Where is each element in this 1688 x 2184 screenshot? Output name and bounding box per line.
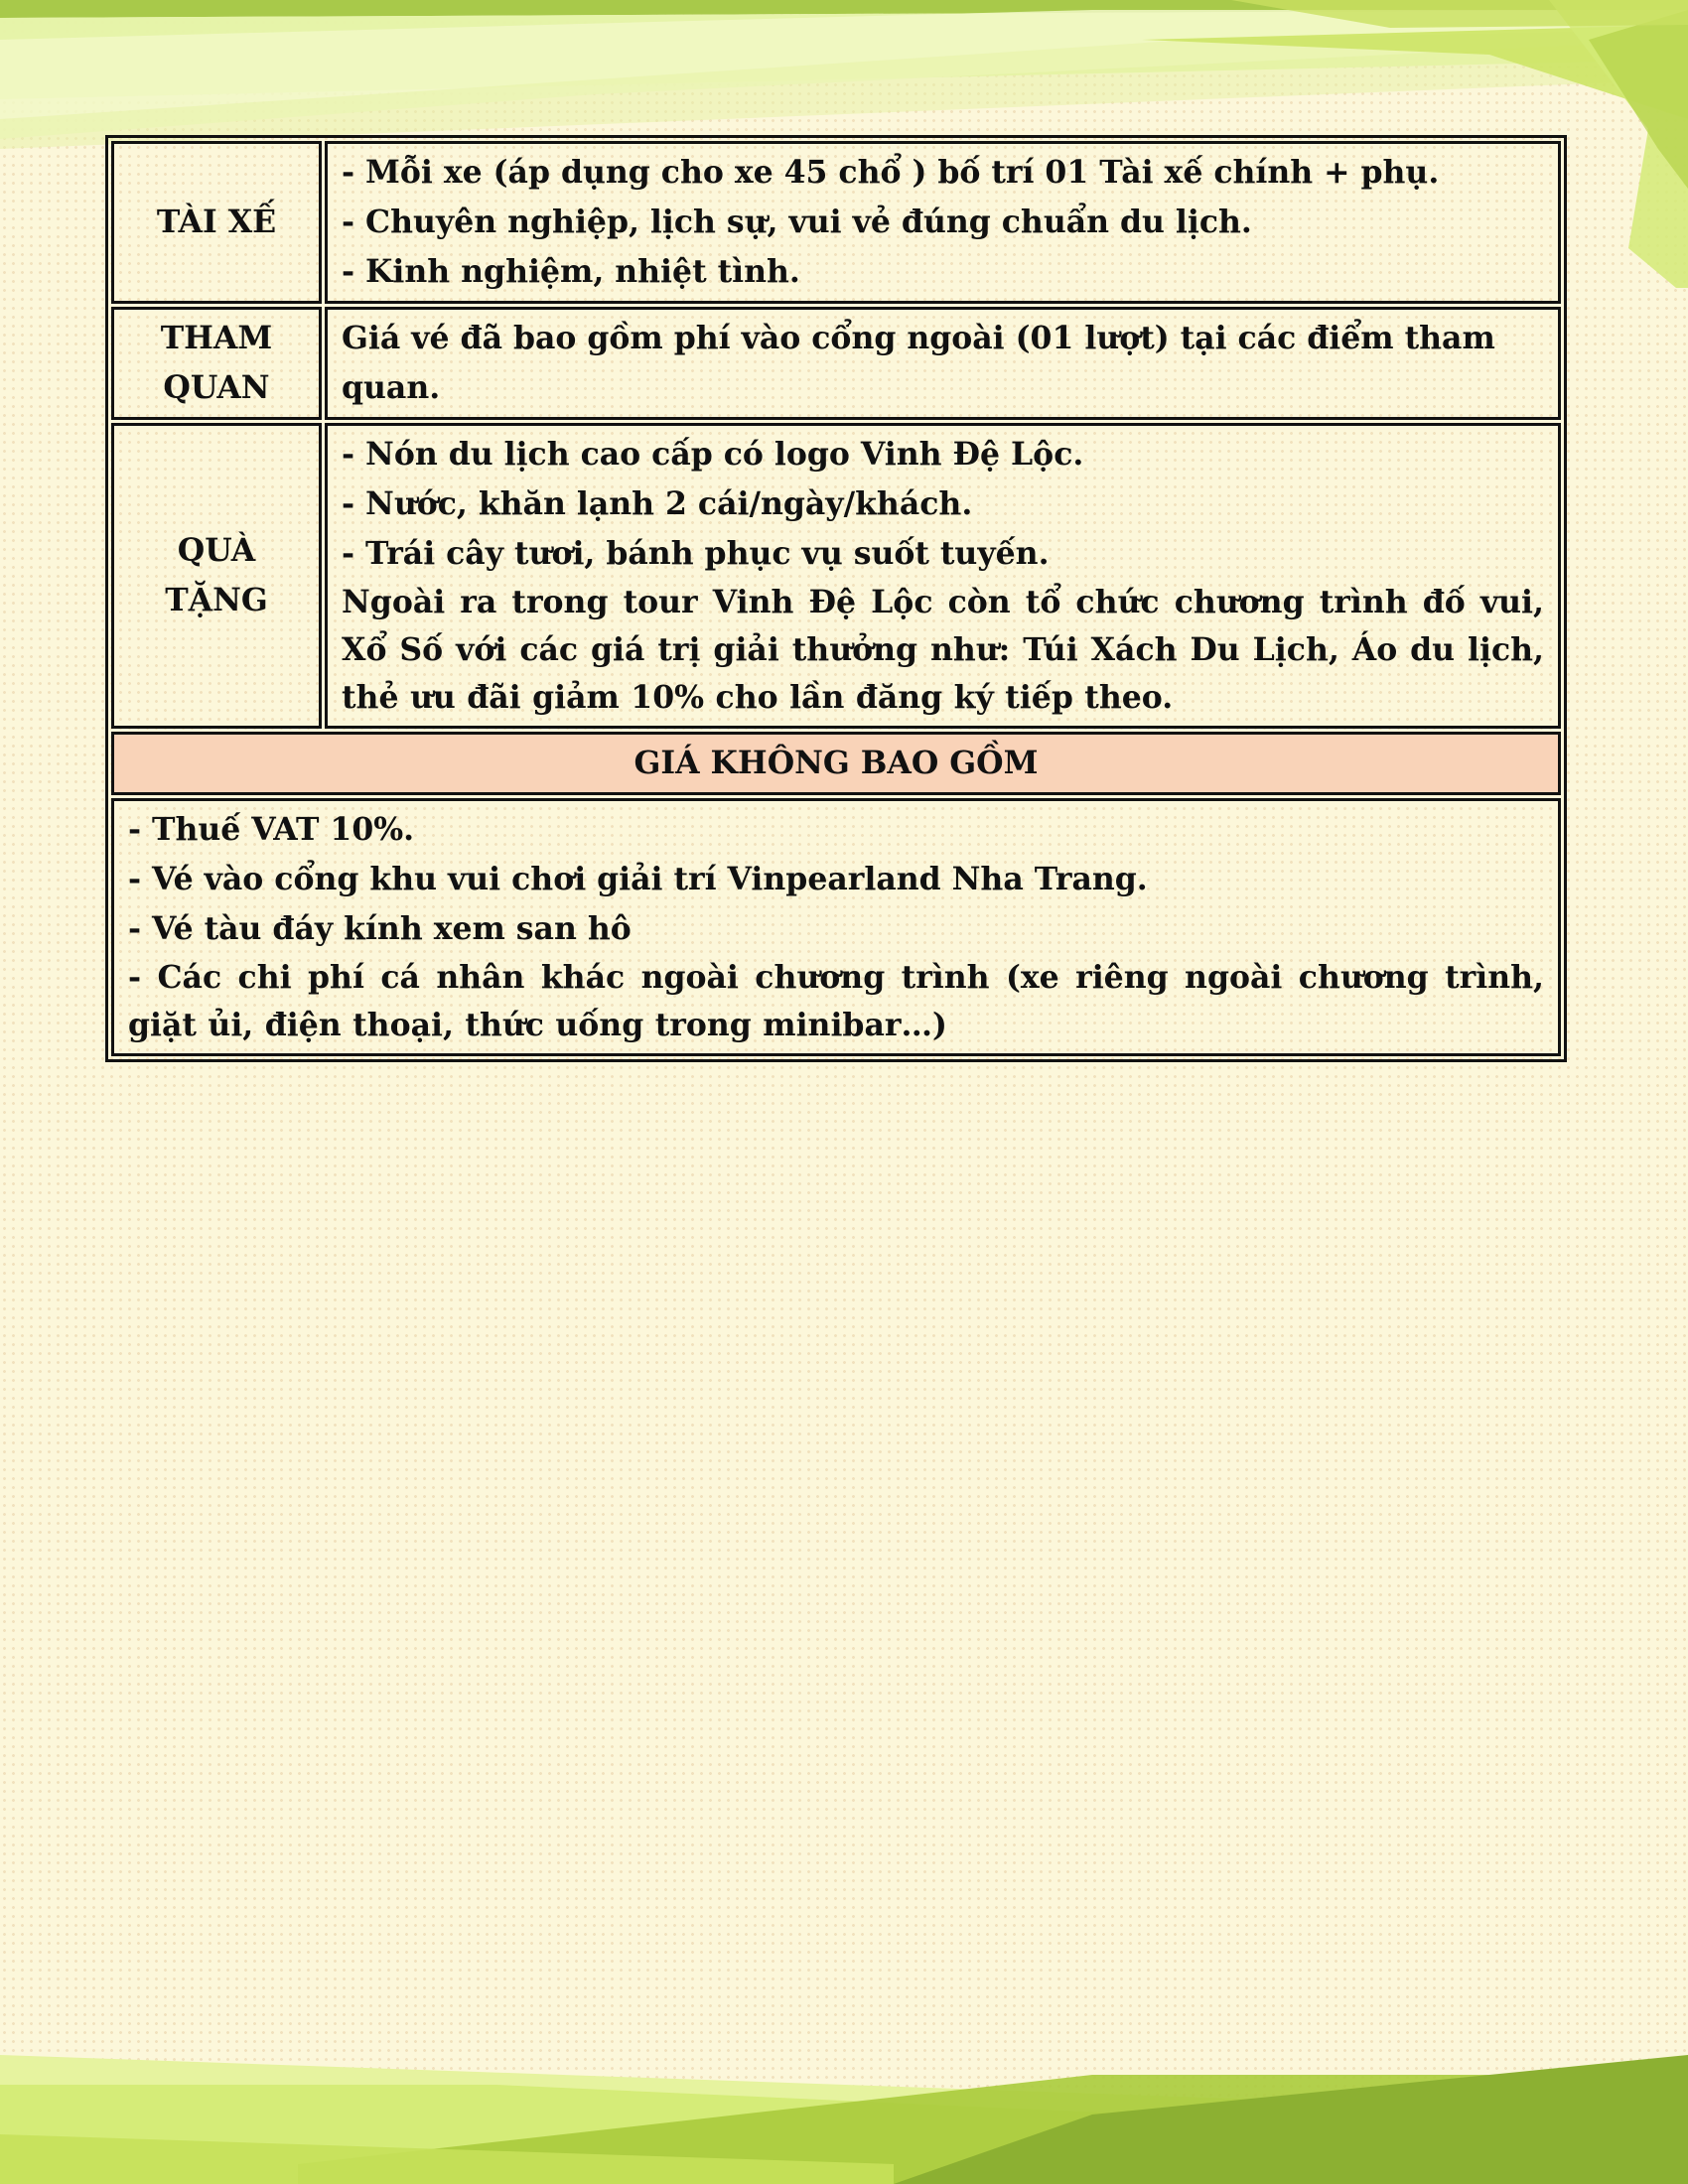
- not-included-line: - Thuế VAT 10%.: [128, 811, 415, 848]
- qua-tang-line: - Nước, khăn lạnh 2 cái/ngày/khách.: [342, 485, 973, 522]
- not-included-line: - Các chi phí cá nhân khác ngoài chương trình (xe riêng ngoài chương trình, giặt ủi, điện thoại, thức uống trong minibar…): [128, 959, 1544, 1043]
- qua-tang-line: - Nón du lịch cao cấp có logo Vinh Đệ Lộc.: [342, 436, 1084, 473]
- bottom-green-decoration: [0, 2015, 1688, 2184]
- tour-details-table: [105, 135, 1567, 1062]
- row-qua-tang: [111, 423, 1561, 729]
- content-tai-xe: [325, 141, 1561, 304]
- label-tai-xe: TÀI XẾ: [111, 141, 322, 304]
- label-tham-quan: [111, 307, 322, 420]
- tai-xe-line: - Mỗi xe (áp dụng cho xe 45 chổ ) bố trí 01 Tài xế chính + phụ.: [342, 154, 1440, 191]
- content-qua-tang: [325, 423, 1561, 729]
- tour-info-document: [105, 135, 1567, 1062]
- not-included-line: - Vé tàu đáy kính xem san hô: [128, 910, 632, 947]
- label-qua-tang: [111, 423, 322, 729]
- tai-xe-line: - Kinh nghiệm, nhiệt tình.: [342, 253, 800, 290]
- row-tai-xe: [111, 141, 1561, 304]
- label-qua-tang-line1: QUÀ: [177, 532, 256, 569]
- row-not-included: [111, 798, 1561, 1056]
- qua-tang-extra: Ngoài ra trong tour Vinh Đệ Lộc còn tổ chức chương trình đố vui, Xổ Số với các giá trị giải thưởng như: Túi Xách Du Lịch, Áo du lịch, thẻ ưu đãi giảm 10% cho lần đăng ký tiếp theo.: [342, 584, 1544, 716]
- label-tham-quan-line2: QUAN: [163, 369, 270, 406]
- not-included-heading: GIÁ KHÔNG BAO GỒM: [111, 732, 1561, 795]
- content-tham-quan: [325, 307, 1561, 420]
- label-qua-tang-line2: TẶNG: [165, 582, 268, 618]
- qua-tang-line: - Trái cây tươi, bánh phục vụ suốt tuyến.: [342, 535, 1050, 572]
- not-included-line: - Vé vào cổng khu vui chơi giải trí Vinpearland Nha Trang.: [128, 861, 1148, 897]
- row-not-included-header: [111, 732, 1561, 795]
- tai-xe-line: - Chuyên nghiệp, lịch sự, vui vẻ đúng chuẩn du lịch.: [342, 204, 1252, 240]
- content-not-included: [111, 798, 1561, 1056]
- row-tham-quan: [111, 307, 1561, 420]
- tham-quan-text: Giá vé đã bao gồm phí vào cổng ngoài (01 lượt) tại các điểm tham quan.: [342, 320, 1495, 406]
- label-tham-quan-line1: THAM: [160, 320, 273, 356]
